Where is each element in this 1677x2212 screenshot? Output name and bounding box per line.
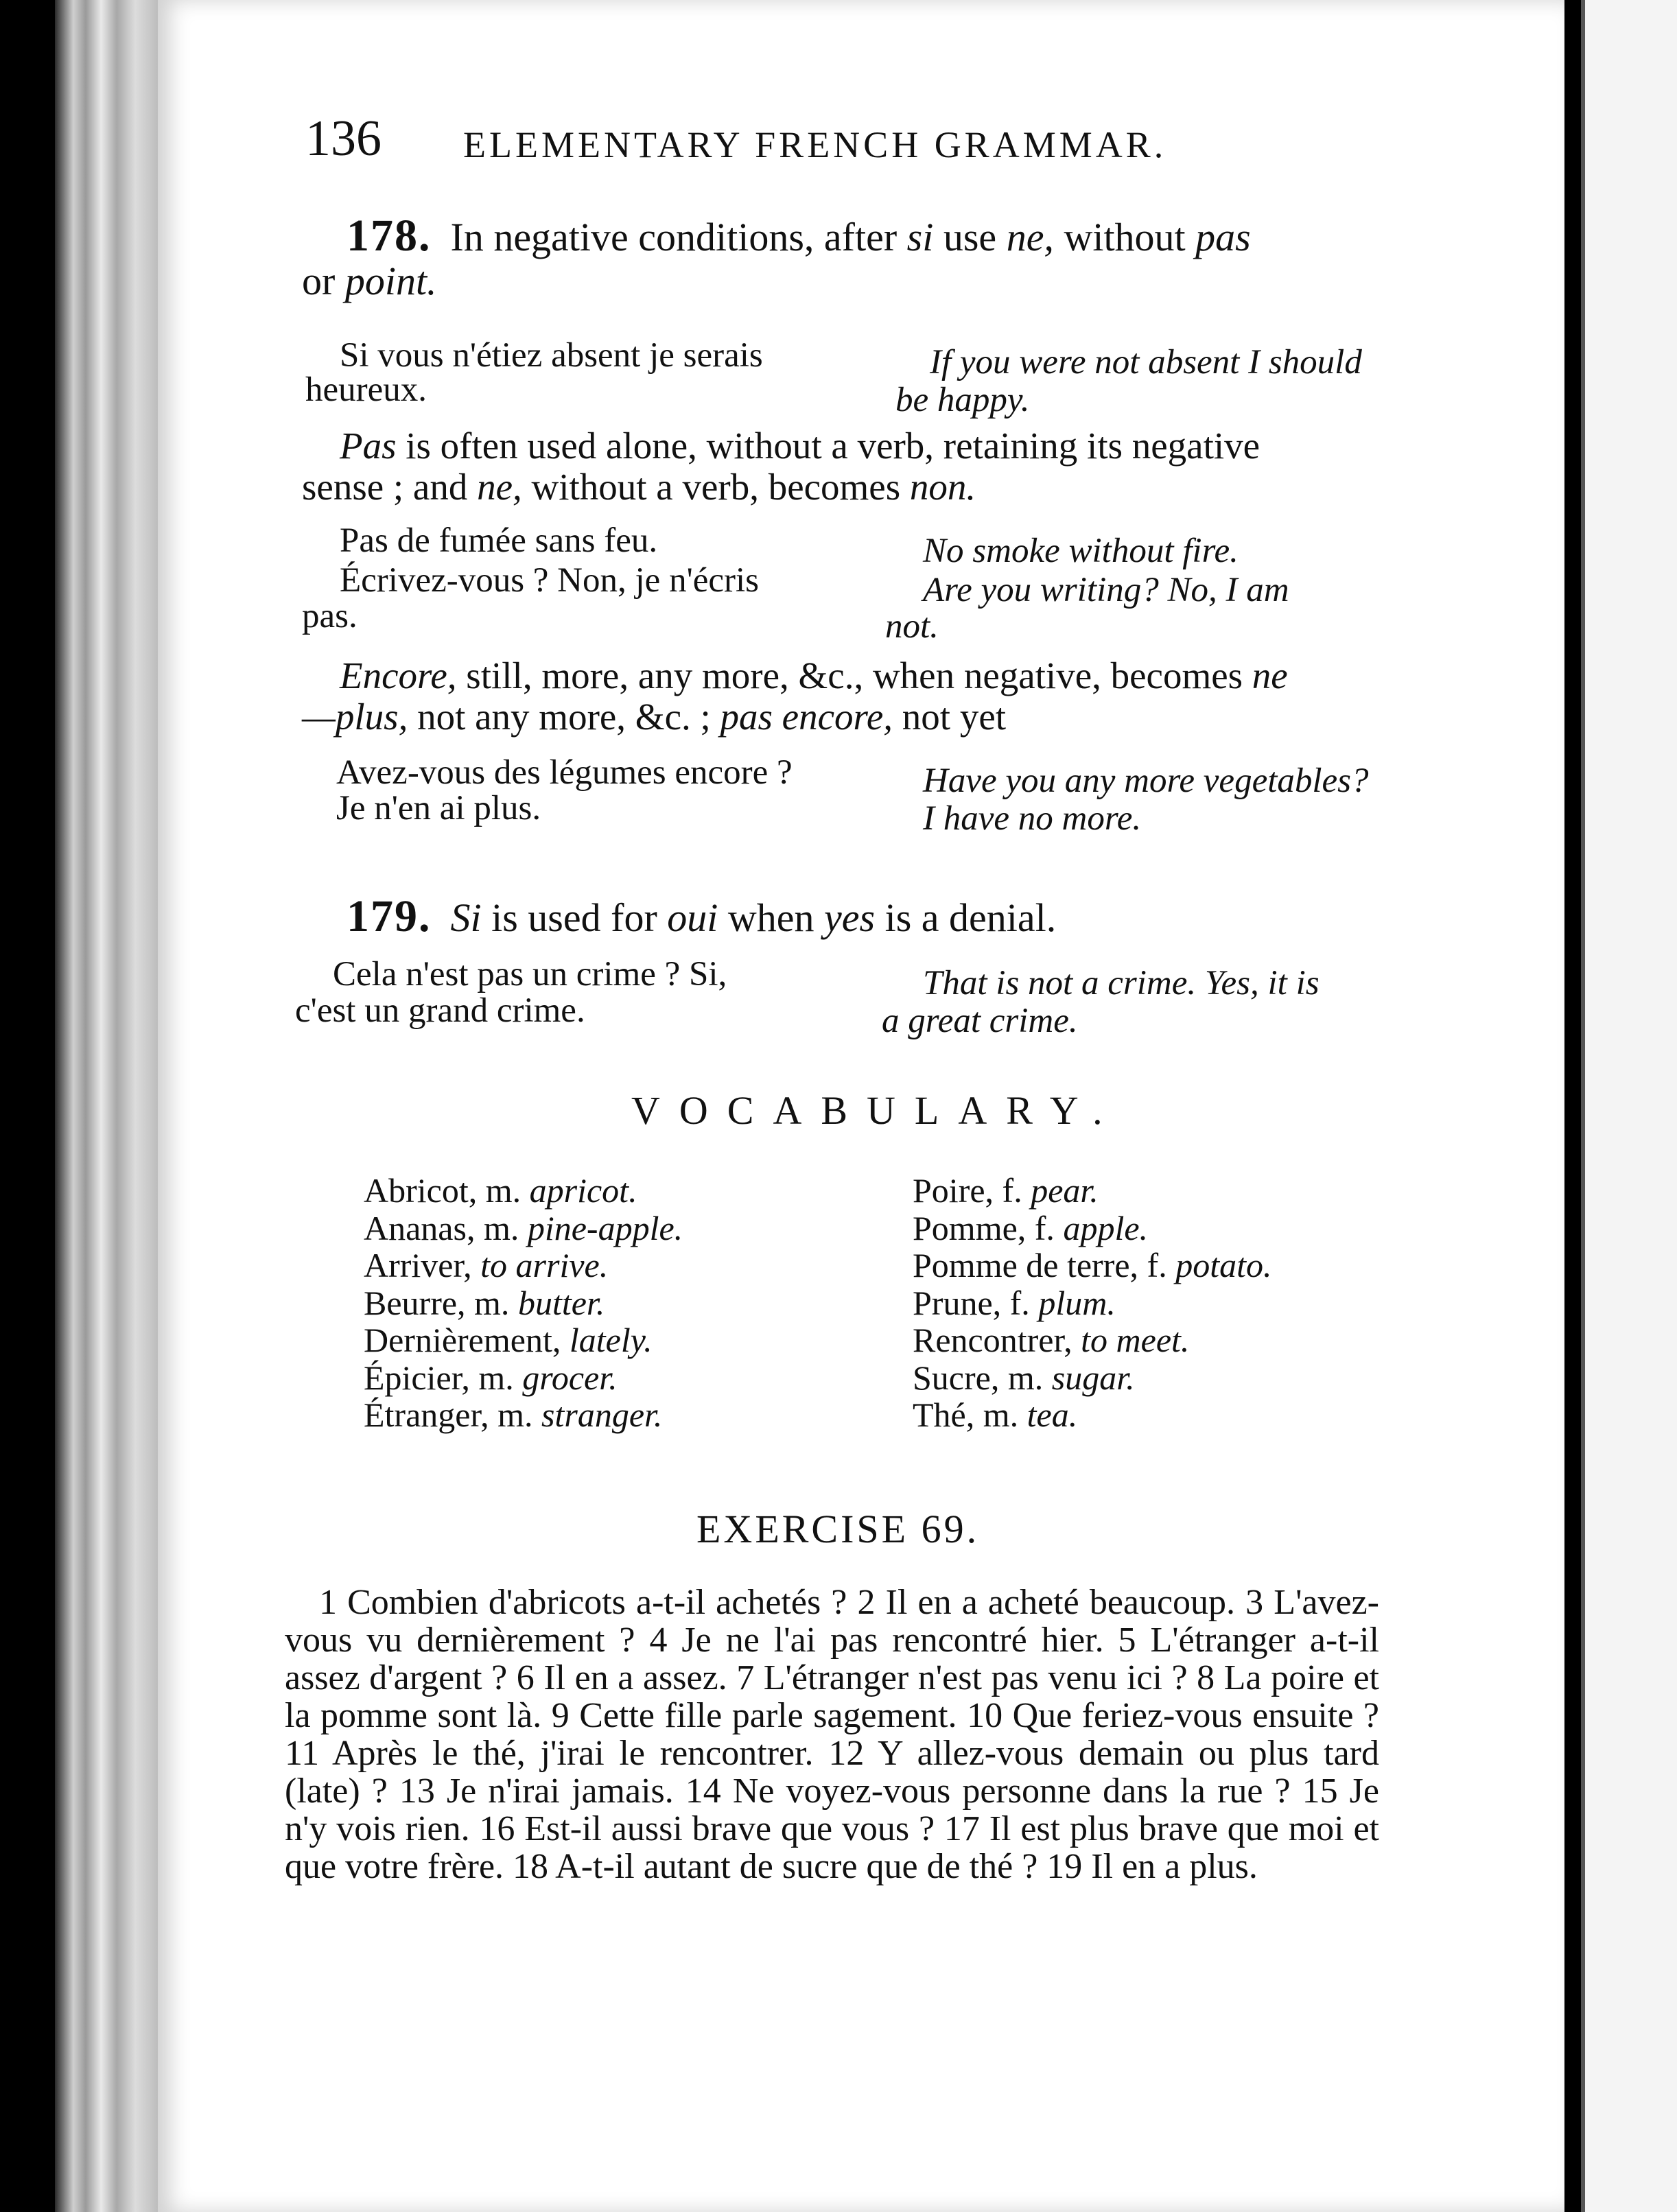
vocabulary-word: Abricot, m. bbox=[364, 1171, 530, 1210]
example-english: a great crime. bbox=[882, 1002, 1078, 1040]
vocabulary-entry bbox=[913, 1321, 1272, 1359]
rule-text: when bbox=[718, 895, 825, 940]
note-term: Encore, bbox=[340, 655, 457, 696]
example-french: pas. bbox=[302, 597, 357, 635]
note-line bbox=[340, 655, 1288, 697]
rule-text: use bbox=[933, 215, 1007, 259]
vocabulary-entry bbox=[364, 1247, 683, 1284]
running-title: ELEMENTARY FRENCH GRAMMAR. bbox=[463, 124, 1167, 165]
section-number: 178. bbox=[347, 211, 432, 261]
vocabulary-word: Épicier, m. bbox=[364, 1358, 523, 1397]
vocabulary-entry bbox=[913, 1359, 1272, 1397]
example-french: Avez-vous des légumes encore ? bbox=[336, 753, 793, 792]
rule-term: point. bbox=[344, 259, 437, 303]
vocabulary-meaning: lately. bbox=[569, 1321, 653, 1359]
vocabulary-meaning: plum. bbox=[1038, 1283, 1116, 1322]
example-french: Cela n'est pas un crime ? Si, bbox=[333, 955, 727, 993]
note-term: ne bbox=[1252, 655, 1288, 696]
note-term: pas encore, bbox=[720, 696, 893, 738]
rule-text: In negative conditions, after bbox=[450, 215, 907, 259]
example-english: Are you writing? No, I am bbox=[923, 571, 1289, 609]
vocabulary-left-column bbox=[364, 1172, 683, 1434]
rule-term: ne, bbox=[1006, 215, 1054, 259]
vocabulary-word: Thé, m. bbox=[913, 1396, 1027, 1434]
example-english: I have no more. bbox=[923, 799, 1142, 838]
vocabulary-meaning: to meet. bbox=[1081, 1321, 1190, 1359]
vocabulary-meaning: potato. bbox=[1175, 1246, 1272, 1284]
vocabulary-word: Arriver, bbox=[364, 1246, 481, 1284]
vocabulary-entry bbox=[364, 1210, 683, 1247]
example-english: That is not a crime. Yes, it is bbox=[923, 964, 1320, 1002]
vocabulary-word: Étranger, m. bbox=[364, 1396, 542, 1434]
vocabulary-entry bbox=[364, 1284, 683, 1322]
vocabulary-word: Beurre, m. bbox=[364, 1283, 518, 1322]
vocabulary-meaning: stranger. bbox=[541, 1396, 663, 1434]
vocabulary-word: Poire, f. bbox=[913, 1171, 1031, 1210]
rule-term: si bbox=[906, 215, 934, 259]
example-english: If you were not absent I should bbox=[930, 343, 1362, 381]
example-english: not. bbox=[885, 607, 939, 646]
section-178-rule-line2 bbox=[302, 259, 437, 303]
note-line bbox=[302, 467, 976, 508]
facing-page-border bbox=[1581, 0, 1585, 2212]
vocabulary-title: VOCABULARY. bbox=[631, 1088, 1122, 1133]
vocabulary-word: Ananas, m. bbox=[364, 1208, 528, 1247]
section-178-rule-line1 bbox=[347, 211, 1251, 261]
rule-term: oui bbox=[667, 895, 718, 940]
example-french: Pas de fumée sans feu. bbox=[340, 521, 658, 560]
section-number: 179. bbox=[347, 891, 432, 941]
note-text: sense ; and bbox=[302, 466, 478, 508]
vocabulary-word: Pomme, f. bbox=[913, 1208, 1064, 1247]
note-term: ne, bbox=[477, 466, 522, 508]
section-179-rule bbox=[347, 892, 1056, 942]
vocabulary-word: Rencontrer, bbox=[913, 1321, 1081, 1359]
note-text: not any more, &c. ; bbox=[408, 696, 720, 738]
rule-text: is used for bbox=[481, 895, 668, 940]
vocabulary-entry bbox=[364, 1359, 683, 1397]
vocabulary-entry bbox=[364, 1396, 683, 1434]
note-term: non. bbox=[909, 466, 976, 508]
vocabulary-meaning: pine-apple. bbox=[527, 1208, 683, 1247]
example-french: c'est un grand crime. bbox=[295, 991, 585, 1030]
vocabulary-entry bbox=[913, 1172, 1272, 1210]
vocabulary-meaning: to arrive. bbox=[480, 1246, 609, 1284]
exercise-title: EXERCISE 69. bbox=[696, 1507, 980, 1551]
example-french: Je n'en ai plus. bbox=[336, 789, 541, 827]
example-french: Si vous n'étiez absent je serais bbox=[340, 336, 763, 375]
vocabulary-word: Prune, f. bbox=[913, 1283, 1039, 1322]
vocabulary-entry bbox=[913, 1396, 1272, 1434]
rule-text: is a denial. bbox=[875, 895, 1057, 940]
example-french: Écrivez-vous ? Non, je n'écris bbox=[340, 561, 760, 600]
rule-term: pas bbox=[1195, 215, 1251, 259]
note-term: Pas bbox=[340, 425, 397, 467]
vocabulary-meaning: apple. bbox=[1063, 1208, 1149, 1247]
book-page-edges bbox=[55, 0, 158, 2212]
vocabulary-word: Pomme de terre, f. bbox=[913, 1246, 1176, 1284]
vocabulary-word: Sucre, m. bbox=[913, 1358, 1052, 1397]
vocabulary-entry bbox=[364, 1321, 683, 1359]
note-line bbox=[340, 425, 1260, 467]
rule-text: or bbox=[302, 259, 345, 303]
exercise-text: 1 Combien d'abricots a-t-il achetés ? 2 Il en a acheté beaucoup. 3 L'avez-vous vu dernièrement ? 4 Je ne l'ai pas rencontré hier. 5 L'étranger a-t-il assez d'argent ? 6 Il en a assez. 7 L'étranger n'est pas venu ici ? 8 La poire et la pomme sont là. 9 Cette fille parle sagement. 10 Que feriez-vous ensuite ? 11 Après le thé, j'irai le rencontrer. 12 Y allez-vous demain ou plus tard (late) ? 13 Je n'irai jamais. 14 Ne voyez-vous personne dans la rue ? 15 Je n'y vois rien. 16 Est-il aussi brave que vous ? 17 Il est plus brave que moi et que votre frère. 18 A-t-il autant de sucre que de thé ? 19 Il en a plus. bbox=[285, 1583, 1379, 1886]
rule-term: yes bbox=[824, 895, 876, 940]
note-text: still, more, any more, &c., when negative, becomes bbox=[456, 655, 1252, 696]
vocabulary-meaning: sugar. bbox=[1051, 1358, 1135, 1397]
note-term: —plus, bbox=[302, 696, 408, 738]
note-line bbox=[302, 696, 1006, 738]
vocabulary-word: Dernièrement, bbox=[364, 1321, 570, 1359]
vocabulary-meaning: pear. bbox=[1031, 1171, 1099, 1210]
example-english: Have you any more vegetables? bbox=[923, 762, 1369, 800]
page-number: 136 bbox=[305, 110, 382, 167]
vocabulary-right-column bbox=[913, 1172, 1272, 1434]
example-french: heureux. bbox=[305, 370, 427, 409]
vocabulary-entry bbox=[913, 1284, 1272, 1322]
vocabulary-meaning: apricot. bbox=[529, 1171, 637, 1210]
facing-page-edge bbox=[1581, 0, 1677, 2212]
vocabulary-entry bbox=[364, 1172, 683, 1210]
example-english: be happy. bbox=[895, 381, 1030, 419]
rule-term: Si bbox=[450, 895, 482, 940]
vocabulary-meaning: grocer. bbox=[522, 1358, 618, 1397]
vocabulary-entry bbox=[913, 1247, 1272, 1284]
vocabulary-meaning: tea. bbox=[1027, 1396, 1078, 1434]
note-text: without a verb, becomes bbox=[521, 466, 910, 508]
note-text: is often used alone, without a verb, retaining its negative bbox=[396, 425, 1260, 467]
rule-text: without bbox=[1053, 215, 1196, 259]
note-text: not yet bbox=[893, 696, 1007, 738]
scan-gutter bbox=[1564, 0, 1581, 2212]
vocabulary-entry bbox=[913, 1210, 1272, 1247]
vocabulary-meaning: butter. bbox=[517, 1283, 605, 1322]
example-english: No smoke without fire. bbox=[923, 532, 1239, 570]
